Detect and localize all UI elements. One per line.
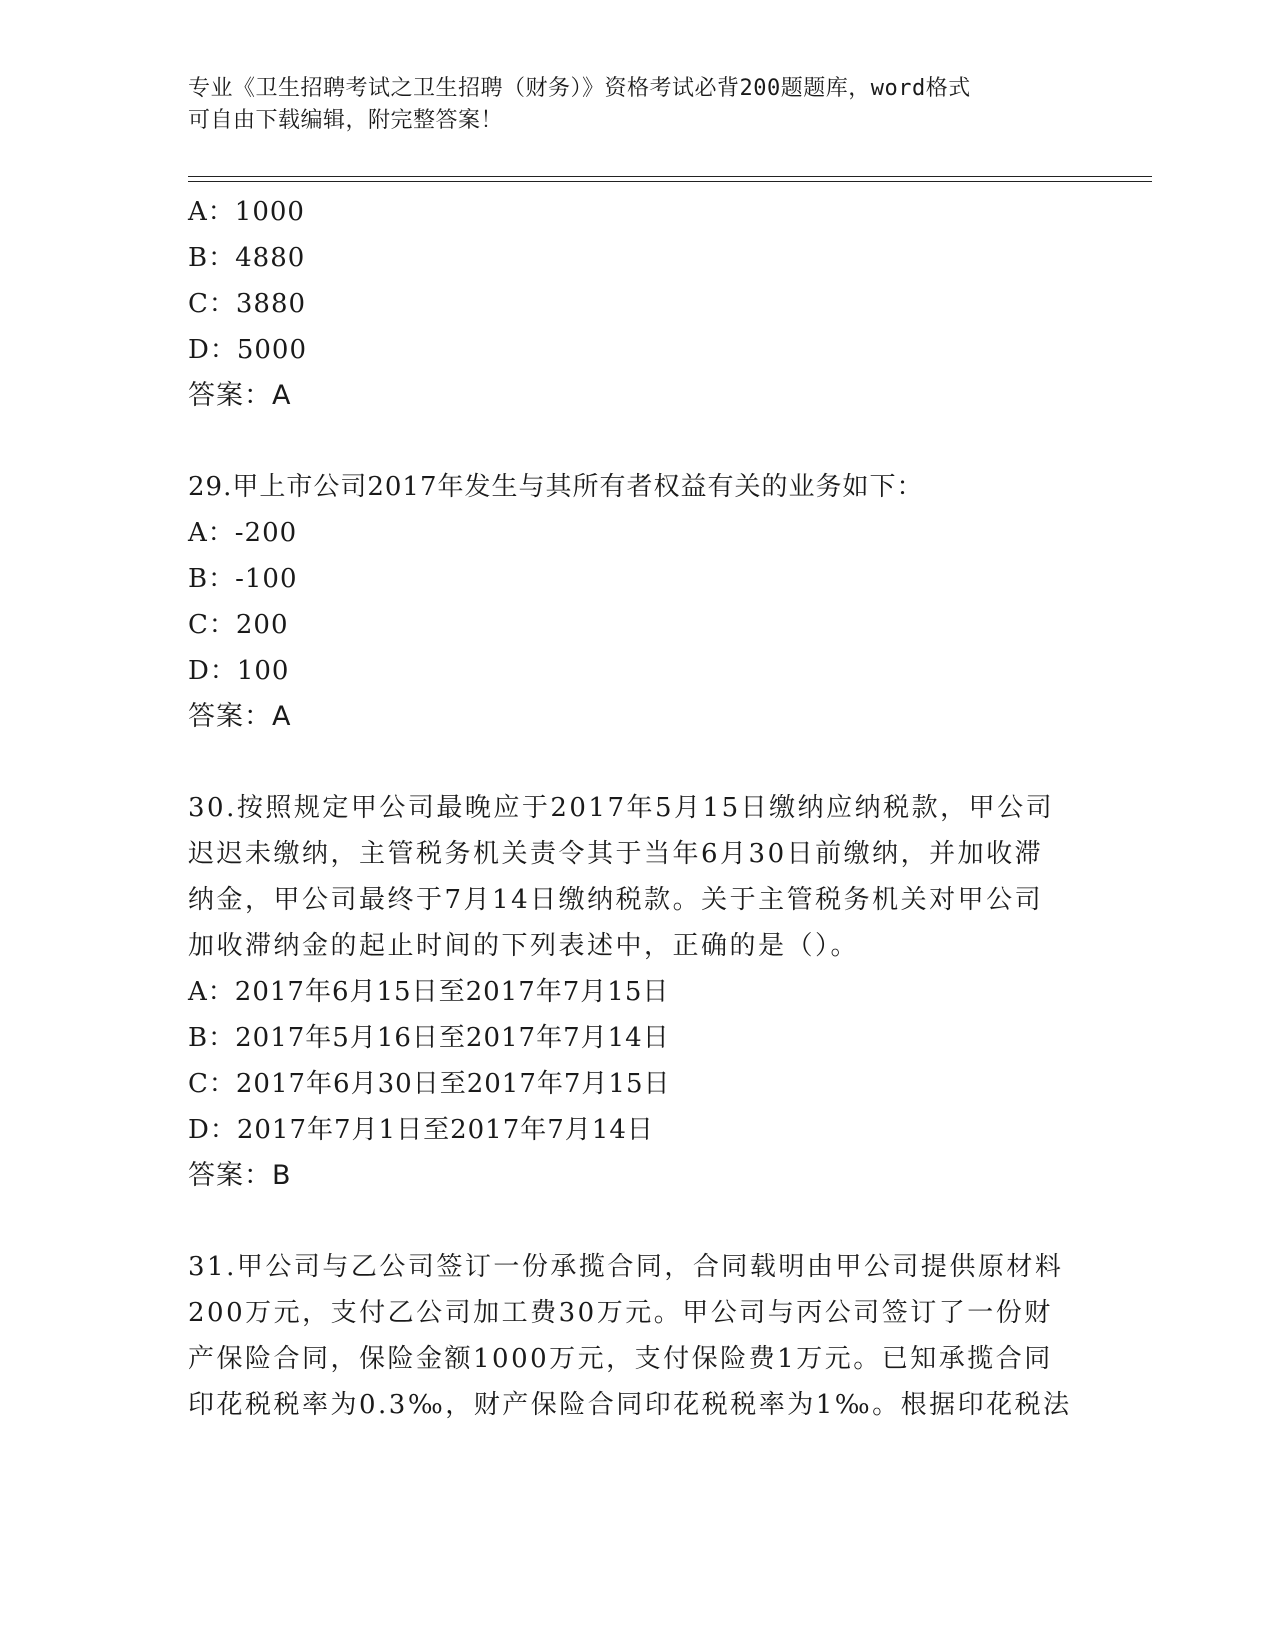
answer-line: 答案：B bbox=[188, 1160, 292, 1191]
question-text-line: 印花税税率为0.3‰，财产保险合同印花税税率为1‰。根据印花税法 bbox=[188, 1390, 1072, 1420]
question-29-block bbox=[188, 464, 1088, 740]
question-text-line: 200万元，支付乙公司加工费30万元。甲公司与丙公司签订了一份财 bbox=[188, 1298, 1053, 1328]
answer-line: 答案：A bbox=[188, 380, 292, 411]
document-body bbox=[188, 189, 1088, 1428]
option-c: C：200 bbox=[188, 610, 289, 640]
header-divider-top bbox=[188, 176, 1152, 177]
option-d: D：100 bbox=[188, 656, 290, 686]
option-d: D：2017年7月1日至2017年7月14日 bbox=[188, 1115, 654, 1145]
question-text-line: 30.按照规定甲公司最晚应于2017年5月15日缴纳应纳税款，甲公司 bbox=[188, 793, 1055, 823]
option-a: A：-200 bbox=[188, 518, 298, 548]
option-d: D：5000 bbox=[188, 335, 308, 365]
question-30-block bbox=[188, 785, 1088, 1199]
option-c: C：3880 bbox=[188, 289, 307, 319]
question-text: 29.甲上市公司2017年发生与其所有者权益有关的业务如下： bbox=[188, 472, 924, 502]
question-28-block bbox=[188, 189, 1088, 419]
header-line-1: 专业《卫生招聘考试之卫生招聘（财务）》资格考试必背200题题库，word格式 bbox=[188, 76, 971, 101]
header-divider-bottom bbox=[188, 181, 1152, 182]
question-31-block bbox=[188, 1244, 1088, 1428]
question-text-line: 加收滞纳金的起止时间的下列表述中，正确的是（）。 bbox=[188, 931, 860, 961]
option-b: B：-100 bbox=[188, 564, 298, 594]
option-a: A：1000 bbox=[188, 197, 305, 227]
header-line-2: 可自由下载编辑，附完整答案！ bbox=[188, 108, 504, 133]
option-b: B：2017年5月16日至2017年7月14日 bbox=[188, 1023, 670, 1053]
option-b: B：4880 bbox=[188, 243, 306, 273]
option-c: C：2017年6月30日至2017年7月15日 bbox=[188, 1069, 671, 1099]
question-text-line: 纳金，甲公司最终于7月14日缴纳税款。关于主管税务机关对甲公司 bbox=[188, 885, 1044, 915]
question-text-line: 31.甲公司与乙公司签订一份承揽合同，合同载明由甲公司提供原材料 bbox=[188, 1252, 1064, 1282]
document-header bbox=[188, 73, 1088, 137]
option-a: A：2017年6月15日至2017年7月15日 bbox=[188, 977, 670, 1007]
question-text-line: 产保险合同，保险金额1000万元，支付保险费1万元。已知承揽合同 bbox=[188, 1344, 1053, 1374]
answer-line: 答案：A bbox=[188, 701, 292, 732]
question-text-line: 迟迟未缴纳，主管税务机关责令其于当年6月30日前缴纳，并加收滞 bbox=[188, 839, 1044, 869]
